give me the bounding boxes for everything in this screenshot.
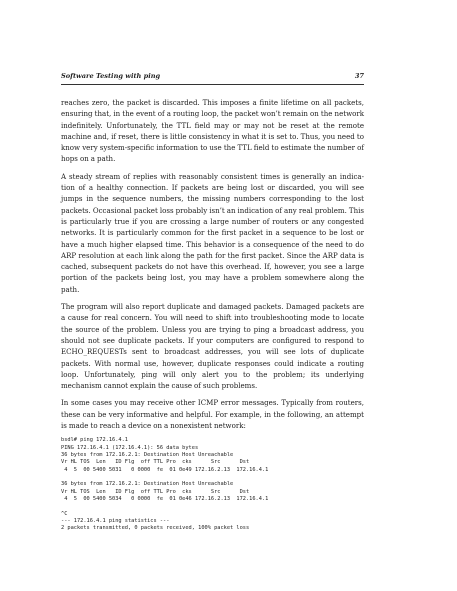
- code-line: 4 5 00 5400 5031 0 0000 fe 01 0e49 172.16.2.13 172.16.4.1: [61, 466, 269, 473]
- code-listing: [61, 437, 364, 532]
- code-line: 36 bytes from 172.16.2.1: Destination Host Unreachable: [61, 481, 234, 488]
- running-header: [61, 72, 364, 85]
- code-line: 36 bytes from 172.16.2.1: Destination Host Unreachable: [61, 452, 234, 458]
- paragraph-packet-loss: A steady stream of replies with reasonably consistent times is generally an indication of a healthy connection. If packets are being lost or discarded, you will see jumps in the sequence numbers, the missing numbers corresponding to the lost packets. Occasional packet loss probably isn’t an indication of any real problem. This is particularly true if you are crossing a large number of routers or any congested networks. It is particularly common for the first packet in a sequence to be lost or have a much higher elapsed time. This behavior is a consequence of the need to do ARP resolution at each link along the path for the first packet. Since the ARP data is cached, subsequent packets do not have this overhead. If, however, you see a large portion of the packets being lost, you may have a problem somewhere along the path.: [61, 171, 364, 294]
- code-line: ^C: [61, 510, 68, 517]
- code-line: 2 packets transmitted, 0 packets received, 100% packet loss: [61, 525, 250, 532]
- paragraph-ttl: reaches zero, the packet is discarded. This imposes a finite lifetime on all packets, ensuring that, in the event of a routing loop, the packet won’t remain on the network indefinitely. Unfortunately, the TTL field may or may not be reset at the remote machine and, if reset, there is little consistency in what it is set to. Thus, you need to know very system-specific information to use the TTL field to estimate the number of hops on a path.: [61, 98, 364, 164]
- page-body: [61, 97, 364, 533]
- page-number: 37: [354, 72, 364, 80]
- code-line: Vr HL TOS Len ID Flg off TTL Pro cks Src Dst: [61, 459, 250, 466]
- paragraph-icmp-errors: In some cases you may receive other ICMP error messages. Typically from routers, these can be very informative and helpful. For example, in the following, an attempt is made to reach a device on a nonexistent network:: [61, 398, 364, 431]
- paragraph-duplicate-packets: The program will also report duplicate and damaged packets. Damaged packets are a cause for real concern. You will need to shift into troubleshooting mode to locate the source of the problem. Unless you are trying to ping a broadcast address, you should not see duplicate packets. If your computers are configured to respond to ECHO_REQUESTs sent to broadcast addresses, you will see lots of duplicate packets. With normal use, however, duplicate responses could indicate a routing loop. Unfortunately, ping will only alert you to the problem; its underlying mechanism cannot explain the cause of such problems.: [61, 302, 364, 391]
- code-line: 4 5 00 5400 5034 0 0000 fe 01 0e46 172.16.2.13 172.16.4.1: [61, 496, 269, 503]
- code-line: Vr HL TOS Len ID Flg off TTL Pro cks Src Dst: [61, 488, 250, 495]
- running-header-title: Software Testing with ping: [61, 72, 161, 80]
- code-line: --- 172.16.4.1 ping statistics ---: [61, 518, 170, 525]
- code-line: bsdl# ping 172.16.4.1: [61, 437, 128, 444]
- code-line: PING 172.16.4.1 (172.16.4.1): 56 data bytes: [61, 444, 199, 451]
